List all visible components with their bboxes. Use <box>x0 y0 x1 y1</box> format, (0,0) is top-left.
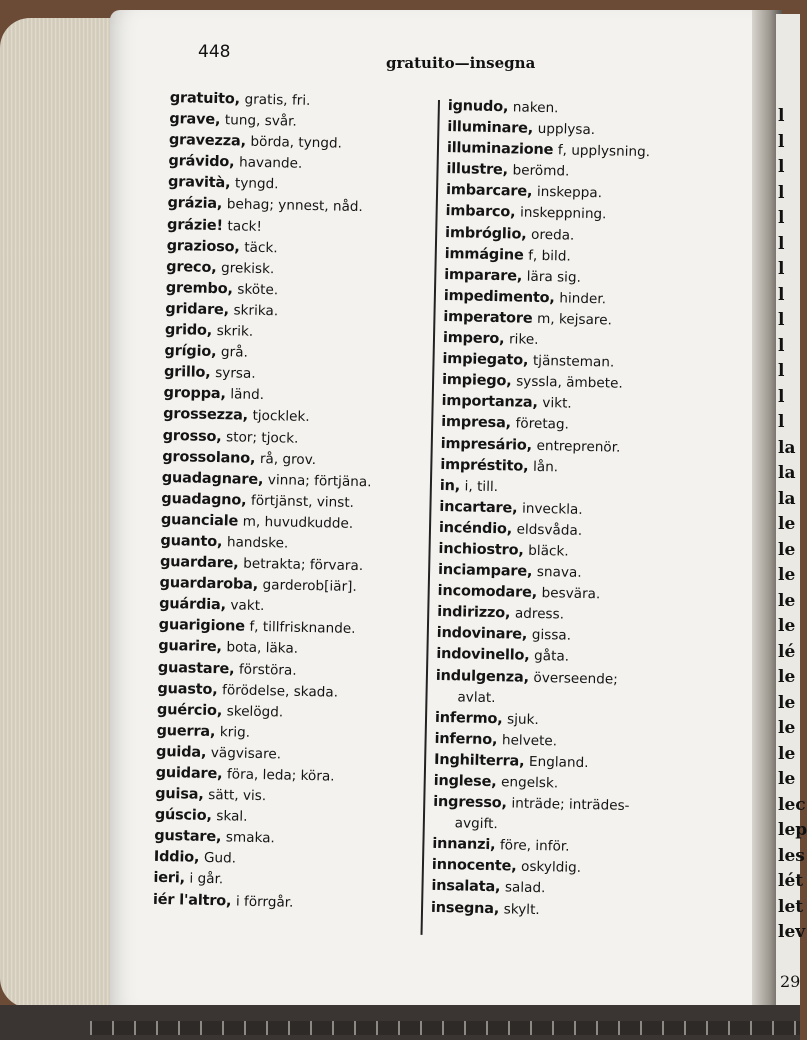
facing-page-line: la <box>778 437 796 458</box>
page-number: 448 <box>198 42 231 62</box>
facing-page-line: l <box>778 335 785 356</box>
facing-page-line: la <box>778 463 796 483</box>
headword: indulgenza, <box>435 667 530 686</box>
headword: guida, <box>155 743 207 761</box>
headword: guércio, <box>156 701 223 719</box>
headword: incartare, <box>439 498 518 517</box>
definition: tack! <box>227 217 263 235</box>
headword: grazioso, <box>166 237 240 256</box>
headword: guadagno, <box>161 490 247 509</box>
definition: sköte. <box>237 281 279 299</box>
definition: helvete. <box>501 732 558 750</box>
definition: naken. <box>512 99 559 117</box>
definition: avlat. <box>457 688 496 706</box>
facing-page-line: le <box>778 590 796 611</box>
facing-page-line: le <box>778 692 796 713</box>
definition: behag; ynnest, nåd. <box>226 196 364 216</box>
headword: inglese, <box>433 772 497 791</box>
facing-page-line: l <box>778 182 785 203</box>
definition: England. <box>528 753 589 771</box>
headword: guisa, <box>155 785 204 803</box>
definition: överseende; <box>533 669 618 688</box>
headword: imperatore <box>443 308 533 327</box>
headword: grígio, <box>164 343 217 361</box>
facing-page-line: lev <box>778 922 806 942</box>
headword: imbarcare, <box>445 182 533 201</box>
definition: syrsa. <box>214 365 256 383</box>
headword: immágine <box>444 245 524 264</box>
headword: guadagnare, <box>161 469 264 488</box>
definition: tyngd. <box>234 175 279 193</box>
headword: illuminazione <box>446 140 554 159</box>
headword: grembo, <box>165 279 233 298</box>
ruler-surface <box>0 1005 800 1040</box>
definition: salad. <box>504 879 546 897</box>
headword: Inghilterra, <box>433 751 525 770</box>
definition: i förrgår. <box>235 893 294 911</box>
facing-page-edge <box>776 14 807 1008</box>
definition: i går. <box>189 871 224 888</box>
definition: gåta. <box>533 648 570 666</box>
headword: impiegato, <box>442 351 529 369</box>
definition: vakt. <box>230 597 265 615</box>
definition: havande. <box>238 154 303 173</box>
definition: rå, grov. <box>259 450 317 468</box>
headword: indovinello, <box>436 646 530 665</box>
definition: bota, läka. <box>226 639 299 658</box>
definition: skylt. <box>503 900 540 918</box>
definition: tjänsteman. <box>532 352 615 371</box>
facing-page-line: l <box>778 412 785 432</box>
facing-page-line: l <box>778 310 785 330</box>
definition: m, huvudkudde. <box>242 513 354 532</box>
headword: groppa, <box>163 385 226 403</box>
facing-page-line: le <box>778 718 796 738</box>
headword: impréstito, <box>440 456 529 475</box>
headword: incomodare, <box>437 583 538 602</box>
definition: grekisk. <box>220 259 275 277</box>
definition: inträde; inträdes- <box>511 795 630 815</box>
facing-page-line: les <box>778 845 805 866</box>
headword: grosso, <box>162 427 222 445</box>
headword: grossezza, <box>162 406 249 425</box>
headword: grázia, <box>167 195 223 213</box>
right-column <box>431 96 748 925</box>
headword: insegna, <box>430 899 500 917</box>
facing-page-line: l <box>778 284 785 305</box>
definition: tjocklek. <box>252 408 310 426</box>
facing-page-line: lep <box>778 820 807 840</box>
definition: bläck. <box>528 542 569 560</box>
definition: gratis, fri. <box>244 91 311 109</box>
facing-page-line: l <box>778 106 785 126</box>
facing-page-line: l <box>778 361 785 381</box>
headword: greco, <box>166 258 217 276</box>
definition: Gud. <box>203 850 237 867</box>
headword: guardaroba, <box>159 575 259 594</box>
definition: vinna; förtjäna. <box>267 471 372 490</box>
definition: tung, svår. <box>224 112 297 130</box>
headword: grossolano, <box>162 448 256 467</box>
facing-page-line: le <box>778 616 796 636</box>
definition: adress. <box>514 605 565 623</box>
facing-page-line: le <box>778 667 796 687</box>
definition: vägvisare. <box>210 744 282 763</box>
definition: smaka. <box>225 829 275 847</box>
running-head: gratuito—insegna <box>386 54 536 72</box>
headword: guanciale <box>160 511 239 530</box>
definition: oreda. <box>530 226 575 244</box>
facing-page-line: la <box>778 488 796 509</box>
definition: i, till. <box>464 478 499 495</box>
headword: inchiostro, <box>438 540 524 559</box>
facing-page-line: lec <box>778 794 806 815</box>
definition: engelsk. <box>500 774 559 792</box>
definition: grå. <box>220 344 249 361</box>
headword: infermo, <box>434 709 503 727</box>
definition: f, bild. <box>528 247 571 265</box>
definition: f, upplysning. <box>557 142 651 161</box>
headword: impedimento, <box>443 287 555 307</box>
definition: länd. <box>230 386 265 404</box>
definition: eldsvåda. <box>516 521 583 539</box>
facing-page-line: le <box>778 514 796 534</box>
headword: importanza, <box>441 393 538 412</box>
definition: skrika. <box>233 302 279 320</box>
headword: guárdia, <box>159 596 227 614</box>
definition: betrakta; förvara. <box>242 555 364 575</box>
facing-page-line: l <box>778 233 785 254</box>
facing-page-line: le <box>778 769 796 789</box>
headword: innanzi, <box>432 836 496 854</box>
facing-page-line: lét <box>778 871 804 891</box>
headword: in, <box>439 477 461 495</box>
facing-page-line: le <box>778 565 796 585</box>
headword: illuminare, <box>447 119 534 137</box>
headword: gravezza, <box>168 132 247 150</box>
definition: företag. <box>515 415 570 434</box>
definition: inskeppa. <box>536 184 603 202</box>
definition: syssla, ämbete. <box>515 373 623 392</box>
headword: iér l'altro, <box>152 891 232 910</box>
headword: Iddio, <box>153 849 200 867</box>
definition: inveckla. <box>521 500 583 518</box>
definition: skelögd. <box>226 703 284 721</box>
headword: ingresso, <box>433 793 507 812</box>
headword: guanto, <box>160 532 223 551</box>
definition: rike. <box>508 331 539 348</box>
headword: grillo, <box>163 364 211 382</box>
definition: täck. <box>244 239 278 256</box>
facing-page-line: let <box>778 896 804 917</box>
facing-page-line: lé <box>778 641 796 662</box>
definition: m, kejsare. <box>536 310 613 329</box>
definition: vikt. <box>542 395 572 412</box>
headword: gravità, <box>167 174 231 192</box>
definition: avgift. <box>454 815 498 833</box>
definition: föra, leda; köra. <box>226 766 335 785</box>
headword: impero, <box>442 329 505 348</box>
definition: berömd. <box>512 162 570 180</box>
facing-page-line: l <box>778 386 785 407</box>
facing-page-line: l <box>778 208 785 228</box>
headword: gúscio, <box>154 807 212 825</box>
definition: sätt, vis. <box>208 787 267 805</box>
headword: ieri, <box>153 870 186 887</box>
headword: insalata, <box>431 878 501 896</box>
headword: gustare, <box>154 828 222 846</box>
headword: incéndio, <box>438 519 513 538</box>
definition: snava. <box>536 564 582 581</box>
definition: oskyldig. <box>520 859 582 877</box>
headword: guarigione <box>158 617 245 636</box>
definition: börda, tyngd. <box>250 133 343 152</box>
headword: gridare, <box>165 300 230 319</box>
headword: guerra, <box>156 722 216 740</box>
definition: sjuk. <box>506 711 539 728</box>
definition: förtjänst, vinst. <box>250 492 355 511</box>
definition: lån. <box>532 458 559 475</box>
definition: skrik. <box>216 323 254 340</box>
headword: imbróglio, <box>444 224 527 243</box>
definition: krig. <box>219 723 251 741</box>
headword: imbarco, <box>445 203 516 221</box>
definition: inskeppning. <box>519 205 607 223</box>
definition: förstöra. <box>238 661 297 679</box>
headword: impresa, <box>440 414 512 432</box>
definition: besvära. <box>541 585 601 603</box>
headword: grido, <box>164 321 213 339</box>
headword: impiego, <box>441 372 512 390</box>
facing-page-number: 29 <box>780 972 801 991</box>
headword: guardare, <box>159 553 239 572</box>
headword: illustre, <box>446 161 509 179</box>
headword: indirizzo, <box>437 604 511 622</box>
facing-page-line: l <box>778 259 785 279</box>
definition: gissa. <box>531 627 572 645</box>
headword: gratuito, <box>169 89 241 108</box>
definition: entreprenör. <box>536 437 621 456</box>
headword: guidare, <box>155 764 223 783</box>
facing-page-line: l <box>778 131 785 152</box>
facing-page-line: le <box>778 743 796 764</box>
definition: stor; tjock. <box>225 428 299 447</box>
facing-page-line: l <box>778 157 785 177</box>
headword: inciampare, <box>437 561 533 580</box>
headword: guasto, <box>157 680 218 698</box>
headword: grázie! <box>166 216 224 234</box>
headword: grávido, <box>168 153 235 171</box>
headword: indovinare, <box>436 625 528 644</box>
definition: skal. <box>216 808 248 825</box>
headword: guastare, <box>157 659 235 678</box>
headword: impresário, <box>440 435 533 454</box>
definition: förödelse, skada. <box>221 681 339 701</box>
headword: inferno, <box>434 730 498 748</box>
definition: upplysa. <box>537 120 596 139</box>
definition: före, inför. <box>499 837 570 855</box>
definition: garderob[iär]. <box>262 577 357 596</box>
headword: guarire, <box>158 638 222 656</box>
definition: f, tillfrisknande. <box>249 619 356 638</box>
headword: imparare, <box>444 266 523 285</box>
left-column <box>153 88 470 917</box>
definition: handske. <box>226 534 289 552</box>
headword: ignudo, <box>447 97 509 116</box>
definition: lära sig. <box>526 268 582 286</box>
definition: hinder. <box>559 290 607 308</box>
headword: grave, <box>169 111 221 129</box>
headword: innocente, <box>431 857 517 875</box>
facing-page-line: le <box>778 539 796 560</box>
